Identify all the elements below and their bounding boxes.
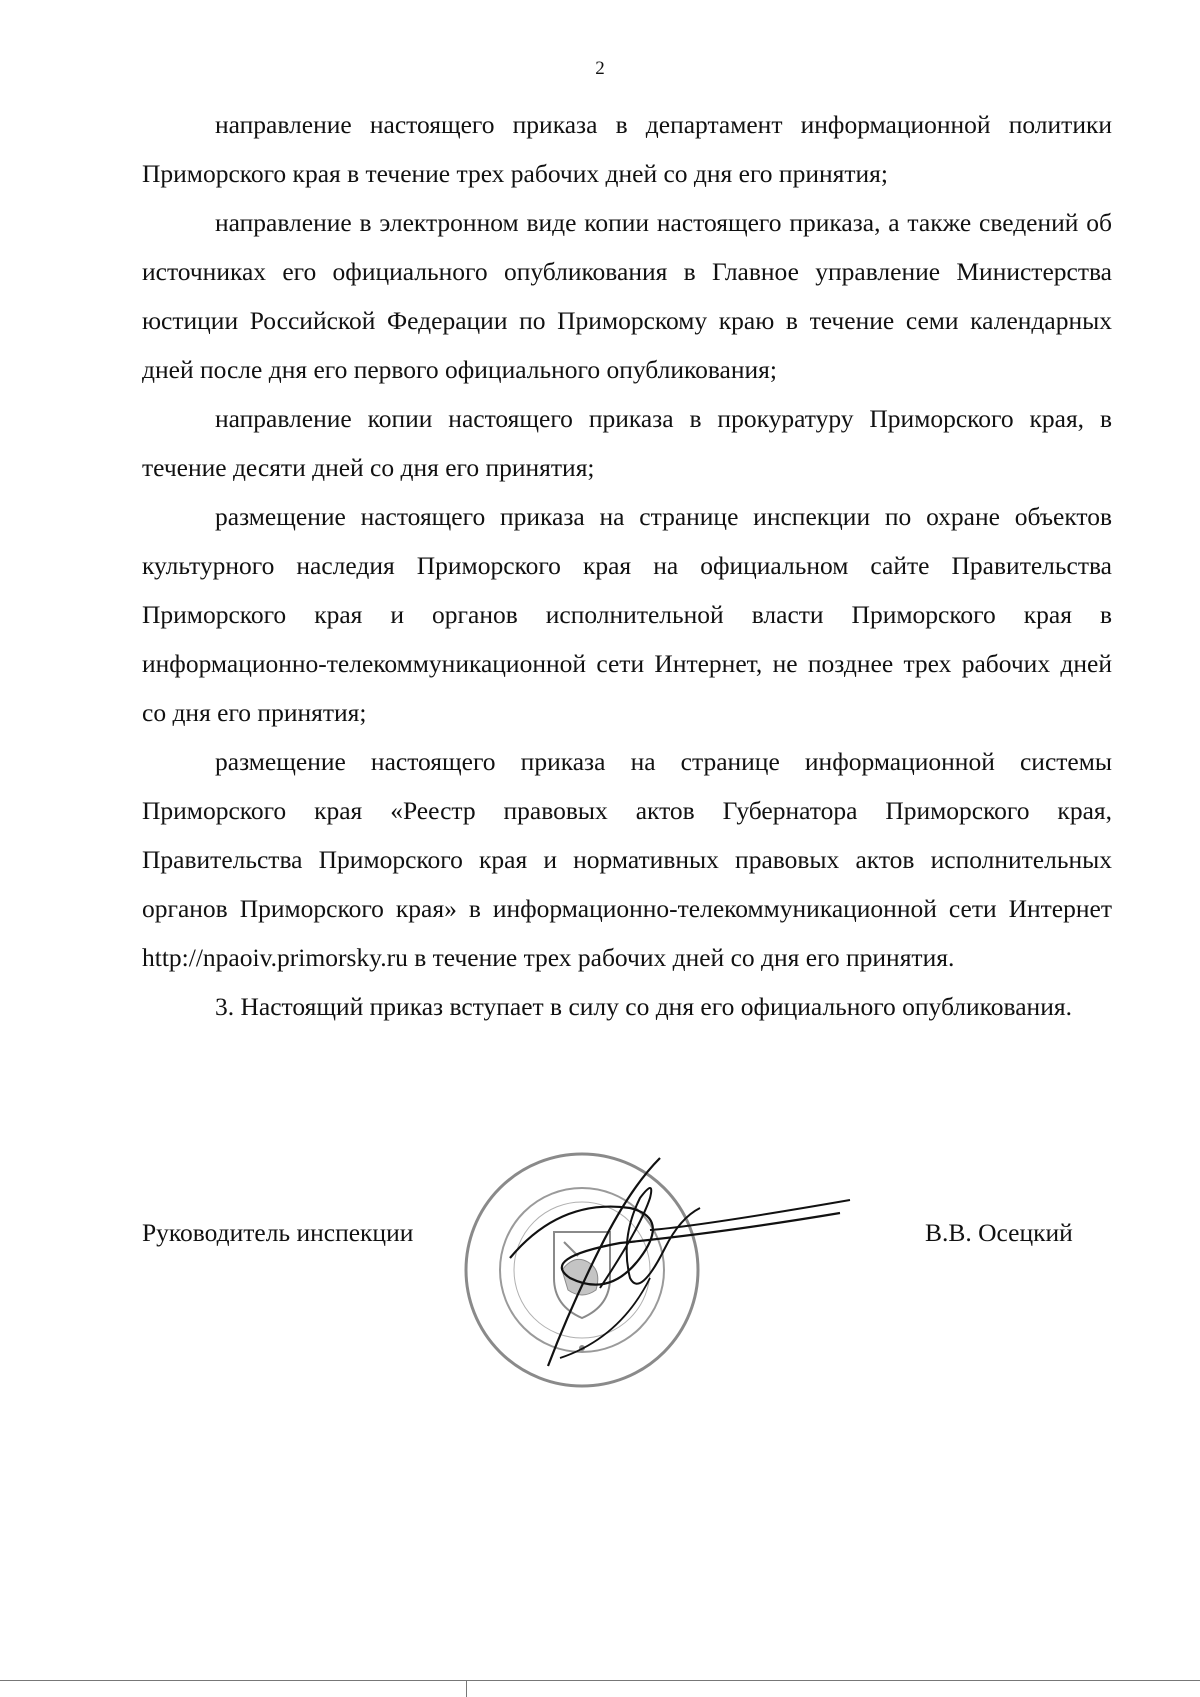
bottom-tick-mark <box>466 1680 467 1697</box>
bottom-divider <box>0 1680 1200 1681</box>
handwritten-signature <box>500 1138 900 1388</box>
paragraph-prosecutor: направление копии настоящего приказа в прокуратуру Приморского края, в течение десяти дней со дня его принятия; <box>142 404 1112 482</box>
signatory-position: Руководитель инспекции <box>142 1218 414 1247</box>
document-body <box>142 100 1112 1031</box>
signature-block <box>0 1150 1200 1650</box>
signatory-name: В.В. Осецкий <box>925 1218 1073 1247</box>
paragraph-ministry-justice: направление в электронном виде копии настоящего приказа, а также сведений об источниках его официального опубликования в Главное управление Министерства юстиции Российской Федерации по Приморскому краю в течение семи календарных дней после дня его первого официального опубликования; <box>142 208 1112 384</box>
paragraph-registry: размещение настоящего приказа на странице информационной системы Приморского края «Реестр правовых актов Губернатора Приморского края, Правительства Приморского края и нормативных правовых актов исполнительных органов Приморского края» в информационно-телекоммуникационной сети Интернет http://npaoiv.primorsky.ru в течение трех рабочих дней со дня его принятия. <box>142 747 1112 972</box>
paragraph-official-site: размещение настоящего приказа на странице инспекции по охране объектов культурного наследия Приморского края на официальном сайте Правительства Приморского края и органов исполнительной власти Приморского края в информационно-телекоммуникационной сети Интернет, не позднее трех рабочих дней со дня его принятия; <box>142 502 1112 727</box>
paragraph-info-policy: направление настоящего приказа в департамент информационной политики Приморского края в течение трех рабочих дней со дня его принятия; <box>142 110 1112 188</box>
page-number: 2 <box>595 58 605 79</box>
paragraph-effective-date: 3. Настоящий приказ вступает в силу со дня его официального опубликования. <box>215 992 1072 1021</box>
